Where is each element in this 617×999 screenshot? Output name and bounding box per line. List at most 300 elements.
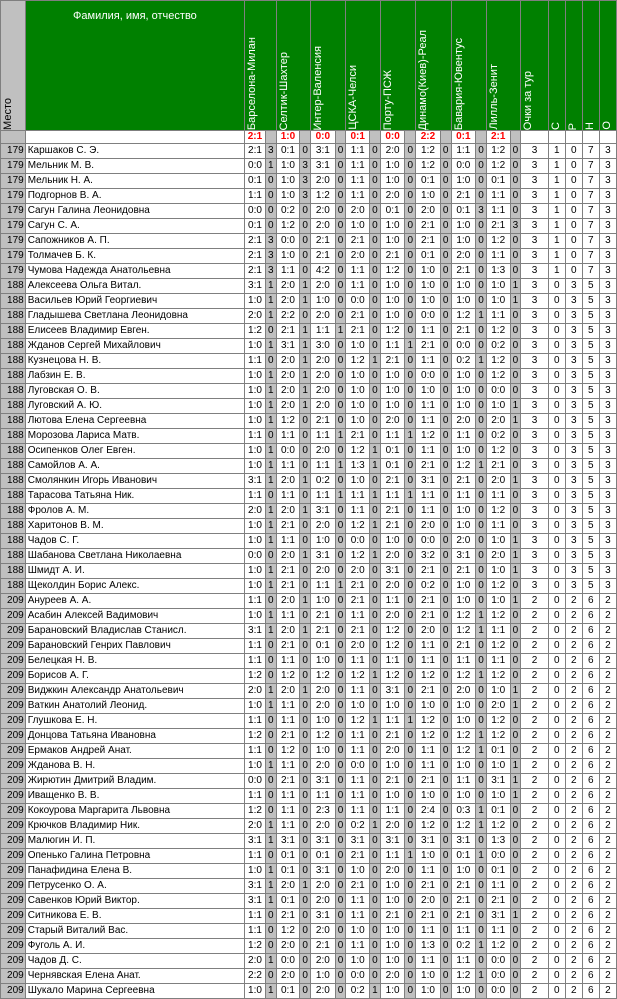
prediction-cell: 2:1 (416, 594, 441, 609)
total-points-cell: 2 (521, 954, 549, 969)
name-cell: Тарасова Татьяна Ник. (25, 489, 244, 504)
stat-o-cell: 2 (599, 864, 616, 879)
prediction-cell: 2:0 (276, 939, 300, 954)
table-row (1, 204, 617, 219)
total-points-cell: 2 (521, 984, 549, 999)
prediction-cell: 2:1 (380, 354, 405, 369)
match-points-cell: 0 (440, 549, 451, 564)
prediction-cell: 1:0 (486, 759, 510, 774)
prediction-cell: 1:0 (311, 744, 336, 759)
prediction-cell: 2:0 (416, 894, 441, 909)
match-points-cell: 0 (370, 279, 381, 294)
match-points-cell: 0 (300, 774, 311, 789)
match-points-cell: 0 (440, 894, 451, 909)
stat-r-cell: 0 (565, 234, 582, 249)
total-points-cell: 2 (521, 924, 549, 939)
stat-r-cell: 3 (565, 519, 582, 534)
stat-o-cell: 3 (599, 339, 616, 354)
place-cell: 209 (1, 699, 26, 714)
match-points-cell: 0 (265, 939, 276, 954)
place-cell: 188 (1, 399, 26, 414)
match-points-cell: 0 (405, 864, 416, 879)
match-points-cell: 0 (440, 849, 451, 864)
place-cell: 209 (1, 594, 26, 609)
match-points-cell: 0 (370, 504, 381, 519)
prediction-cell: 1:1 (346, 744, 370, 759)
prediction-cell: 1:1 (486, 879, 510, 894)
place-cell: 188 (1, 414, 26, 429)
prediction-cell: 2:1 (311, 609, 336, 624)
result-2: 0:0 (311, 131, 336, 144)
header-stat-2: Н (582, 1, 599, 131)
match-points-cell: 0 (476, 324, 487, 339)
match-points-cell: 0 (335, 654, 346, 669)
place-cell: 209 (1, 864, 26, 879)
match-points-cell: 0 (476, 234, 487, 249)
match-points-cell: 0 (405, 594, 416, 609)
match-points-cell: 1 (476, 939, 487, 954)
match-points-cell: 0 (405, 279, 416, 294)
match-points-cell: 0 (370, 849, 381, 864)
prediction-cell: 1:2 (486, 144, 510, 159)
match-points-cell: 1 (510, 684, 521, 699)
prediction-cell: 1:0 (451, 759, 476, 774)
header-match-3: ЦСКА-Челси (346, 1, 380, 131)
prediction-cell: 1:1 (276, 759, 300, 774)
place-cell: 188 (1, 384, 26, 399)
match-points-cell: 0 (300, 699, 311, 714)
match-points-cell: 0 (335, 159, 346, 174)
prediction-cell: 2:0 (311, 219, 336, 234)
stat-n-cell: 6 (582, 774, 599, 789)
match-points-cell: 0 (370, 879, 381, 894)
match-points-cell: 0 (405, 414, 416, 429)
prediction-cell: 1:1 (311, 789, 336, 804)
match-points-cell: 0 (405, 549, 416, 564)
total-points-cell: 2 (521, 759, 549, 774)
match-points-cell: 0 (476, 954, 487, 969)
prediction-cell: 0:2 (451, 354, 476, 369)
place-cell: 209 (1, 819, 26, 834)
stat-n-cell: 7 (582, 144, 599, 159)
prediction-cell: 1:0 (416, 294, 441, 309)
match-points-cell: 0 (440, 924, 451, 939)
prediction-cell: 0:2 (311, 474, 336, 489)
stat-s-cell: 0 (548, 789, 565, 804)
table-row (1, 384, 617, 399)
match-points-cell: 0 (370, 789, 381, 804)
match-points-cell: 0 (510, 234, 521, 249)
stat-s-cell: 0 (548, 564, 565, 579)
name-cell: Каршаков С. Э. (25, 144, 244, 159)
name-cell: Кокоурова Маргарита Львовна (25, 804, 244, 819)
prediction-cell: 2:1 (416, 219, 441, 234)
stat-r-cell: 2 (565, 984, 582, 999)
prediction-cell: 1:1 (276, 804, 300, 819)
match-points-cell: 0 (335, 354, 346, 369)
prediction-cell: 1:3 (486, 834, 510, 849)
stat-n-cell: 6 (582, 909, 599, 924)
stat-r-cell: 2 (565, 834, 582, 849)
prediction-cell: 0:0 (346, 534, 370, 549)
match-points-cell: 0 (335, 339, 346, 354)
prediction-cell: 1:0 (416, 699, 441, 714)
stat-r-cell: 2 (565, 804, 582, 819)
prediction-cell: 3:1 (276, 339, 300, 354)
match-points-cell: 0 (405, 789, 416, 804)
match-points-cell: 0 (405, 309, 416, 324)
prediction-cell: 2:1 (245, 144, 266, 159)
match-points-cell: 1 (476, 744, 487, 759)
prediction-cell: 2:0 (311, 369, 336, 384)
name-cell: Борисов А. Г. (25, 669, 244, 684)
prediction-cell: 3:1 (346, 834, 370, 849)
total-points-cell: 3 (521, 309, 549, 324)
total-points-cell: 2 (521, 834, 549, 849)
prediction-cell: 1:2 (451, 669, 476, 684)
prediction-cell: 1:0 (486, 594, 510, 609)
stat-o-cell: 3 (599, 489, 616, 504)
table-row (1, 459, 617, 474)
prediction-cell: 1:0 (451, 519, 476, 534)
place-cell: 188 (1, 549, 26, 564)
prediction-cell: 2:1 (416, 339, 441, 354)
prediction-cell: 1:0 (245, 984, 266, 999)
prediction-cell: 0:2 (346, 984, 370, 999)
match-points-cell: 0 (510, 384, 521, 399)
prediction-cell: 3:1 (416, 834, 441, 849)
prediction-cell: 3:1 (311, 144, 336, 159)
match-points-cell: 0 (370, 324, 381, 339)
prediction-cell: 1:0 (416, 264, 441, 279)
match-points-cell: 1 (335, 324, 346, 339)
match-points-cell: 0 (440, 879, 451, 894)
result-3: 0:1 (346, 131, 370, 144)
stat-s-cell: 0 (548, 549, 565, 564)
match-points-cell: 0 (440, 984, 451, 999)
name-cell: Ануреев А. А. (25, 594, 244, 609)
prediction-cell: 0:1 (276, 894, 300, 909)
prediction-cell: 2:1 (451, 639, 476, 654)
stat-s-cell: 0 (548, 594, 565, 609)
prediction-cell: 2:1 (486, 219, 510, 234)
total-points-cell: 2 (521, 669, 549, 684)
match-points-cell: 0 (440, 189, 451, 204)
prediction-cell: 1:0 (346, 954, 370, 969)
name-cell: Харитонов В. М. (25, 519, 244, 534)
total-points-cell: 3 (521, 534, 549, 549)
match-points-cell: 0 (335, 174, 346, 189)
prediction-cell: 1:0 (245, 444, 266, 459)
prediction-cell: 0:0 (451, 339, 476, 354)
prediction-cell: 0:1 (245, 219, 266, 234)
prediction-cell: 2:0 (245, 819, 266, 834)
match-points-cell: 1 (335, 579, 346, 594)
match-points-cell: 1 (265, 414, 276, 429)
prediction-cell: 2:0 (416, 519, 441, 534)
match-points-cell: 0 (335, 819, 346, 834)
total-points-cell: 3 (521, 219, 549, 234)
match-points-cell: 1 (510, 564, 521, 579)
prediction-cell: 1:1 (416, 414, 441, 429)
prediction-cell: 2:0 (311, 519, 336, 534)
prediction-cell: 2:1 (451, 879, 476, 894)
prediction-cell: 0:1 (380, 459, 405, 474)
match-points-cell: 0 (440, 744, 451, 759)
header-name: Фамилия, имя, отчество (25, 1, 244, 131)
match-points-cell: 0 (440, 624, 451, 639)
match-points-cell: 1 (300, 624, 311, 639)
prediction-cell: 1:1 (276, 489, 300, 504)
prediction-cell: 0:1 (245, 174, 266, 189)
match-points-cell: 0 (335, 189, 346, 204)
prediction-cell: 1:1 (346, 489, 370, 504)
prediction-cell: 1:1 (276, 699, 300, 714)
prediction-cell: 2:1 (486, 459, 510, 474)
prediction-cell: 1:2 (276, 414, 300, 429)
table-row (1, 369, 617, 384)
match-points-cell: 0 (335, 744, 346, 759)
match-points-cell: 1 (510, 549, 521, 564)
match-points-cell: 0 (370, 204, 381, 219)
stat-n-cell: 6 (582, 924, 599, 939)
total-points-cell: 2 (521, 879, 549, 894)
prediction-cell: 0:2 (451, 939, 476, 954)
prediction-cell: 1:0 (380, 789, 405, 804)
prediction-cell: 1:1 (245, 429, 266, 444)
prediction-cell: 1:2 (486, 669, 510, 684)
prediction-cell: 0:1 (276, 849, 300, 864)
prediction-cell: 1:1 (346, 654, 370, 669)
match-points-cell: 0 (440, 609, 451, 624)
stat-r-cell: 0 (565, 264, 582, 279)
match-points-cell: 0 (440, 159, 451, 174)
prediction-cell: 2:0 (311, 279, 336, 294)
prediction-cell: 1:1 (346, 939, 370, 954)
stat-s-cell: 0 (548, 429, 565, 444)
name-cell: Петрусенко О. А. (25, 879, 244, 894)
match-points-cell: 0 (476, 444, 487, 459)
match-points-cell: 0 (440, 444, 451, 459)
place-cell: 188 (1, 294, 26, 309)
prediction-cell: 1:0 (416, 279, 441, 294)
name-cell: Чадов Д. С. (25, 954, 244, 969)
prediction-cell: 1:2 (276, 219, 300, 234)
header-total: Очки за тур (521, 1, 549, 131)
match-points-cell: 1 (510, 789, 521, 804)
prediction-cell: 0:0 (451, 159, 476, 174)
stat-s-cell: 1 (548, 204, 565, 219)
header-match-0: Барселона-Милан (245, 1, 277, 131)
prediction-cell: 1:2 (486, 579, 510, 594)
match-points-cell: 1 (370, 984, 381, 999)
name-cell: Виджкин Александр Анатольевич (25, 684, 244, 699)
match-points-cell: 0 (476, 174, 487, 189)
match-points-cell: 0 (335, 729, 346, 744)
match-points-cell: 0 (335, 699, 346, 714)
place-cell: 179 (1, 249, 26, 264)
prediction-cell: 1:1 (451, 654, 476, 669)
prediction-cell: 2:0 (311, 759, 336, 774)
total-points-cell: 3 (521, 579, 549, 594)
prediction-cell: 1:0 (245, 414, 266, 429)
prediction-cell: 3:1 (311, 909, 336, 924)
stat-r-cell: 3 (565, 339, 582, 354)
header-row (1, 1, 617, 131)
name-cell: Щеколдин Борис Алекс. (25, 579, 244, 594)
prediction-cell: 1:1 (380, 429, 405, 444)
prediction-cell: 1:2 (245, 669, 266, 684)
table-row (1, 609, 617, 624)
stat-s-cell: 0 (548, 864, 565, 879)
prediction-cell: 1:0 (380, 699, 405, 714)
prediction-cell: 1:0 (245, 699, 266, 714)
stat-r-cell: 0 (565, 144, 582, 159)
prediction-cell: 1:0 (416, 189, 441, 204)
place-cell: 179 (1, 189, 26, 204)
stat-s-cell: 0 (548, 819, 565, 834)
match-points-cell: 0 (405, 909, 416, 924)
table-row (1, 339, 617, 354)
place-cell: 209 (1, 774, 26, 789)
prediction-cell: 1:1 (245, 354, 266, 369)
name-cell: Донцова Татьяна Ивановна (25, 729, 244, 744)
stat-o-cell: 2 (599, 954, 616, 969)
prediction-cell: 1:2 (416, 159, 441, 174)
stat-s-cell: 0 (548, 444, 565, 459)
prediction-cell: 1:1 (346, 684, 370, 699)
stat-n-cell: 6 (582, 669, 599, 684)
stat-o-cell: 3 (599, 459, 616, 474)
name-cell: Шабанова Светлана Николаевна (25, 549, 244, 564)
match-points-cell: 0 (405, 879, 416, 894)
stat-s-cell: 1 (548, 159, 565, 174)
place-cell: 188 (1, 444, 26, 459)
prediction-cell: 1:1 (380, 489, 405, 504)
total-points-cell: 3 (521, 399, 549, 414)
stat-r-cell: 2 (565, 774, 582, 789)
match-points-cell: 3 (300, 189, 311, 204)
stat-n-cell: 7 (582, 249, 599, 264)
match-points-cell: 0 (405, 774, 416, 789)
match-points-cell: 0 (476, 579, 487, 594)
prediction-cell: 1:1 (380, 594, 405, 609)
stat-s-cell: 0 (548, 984, 565, 999)
stat-s-cell: 0 (548, 834, 565, 849)
match-points-cell: 1 (300, 504, 311, 519)
header-place: Место (1, 1, 26, 131)
match-points-cell: 0 (300, 444, 311, 459)
match-points-cell: 0 (265, 969, 276, 984)
total-points-cell: 2 (521, 774, 549, 789)
stat-s-cell: 0 (548, 924, 565, 939)
prediction-cell: 1:0 (380, 984, 405, 999)
prediction-cell: 2:4 (416, 804, 441, 819)
prediction-cell: 0:0 (416, 534, 441, 549)
match-points-cell: 0 (476, 219, 487, 234)
stat-r-cell: 3 (565, 429, 582, 444)
prediction-cell: 2:1 (276, 519, 300, 534)
place-cell: 209 (1, 789, 26, 804)
name-cell: Сапожников А. П. (25, 234, 244, 249)
match-points-cell: 0 (370, 609, 381, 624)
match-points-cell: 1 (335, 429, 346, 444)
stat-o-cell: 3 (599, 429, 616, 444)
stat-o-cell: 2 (599, 894, 616, 909)
match-points-cell: 0 (476, 714, 487, 729)
prediction-cell: 2:1 (451, 894, 476, 909)
table-row (1, 429, 617, 444)
stat-s-cell: 0 (548, 699, 565, 714)
prediction-cell: 1:2 (451, 459, 476, 474)
prediction-cell: 0:2 (486, 339, 510, 354)
match-points-cell: 0 (300, 804, 311, 819)
prediction-cell: 2:0 (380, 189, 405, 204)
match-points-cell: 0 (370, 474, 381, 489)
stat-s-cell: 0 (548, 279, 565, 294)
match-points-cell: 1 (265, 474, 276, 489)
match-points-cell: 0 (370, 924, 381, 939)
match-points-cell: 0 (440, 219, 451, 234)
match-points-cell: 0 (335, 309, 346, 324)
prediction-cell: 0:1 (486, 174, 510, 189)
match-points-cell: 0 (405, 669, 416, 684)
prediction-cell: 1:0 (451, 234, 476, 249)
match-points-cell: 0 (510, 489, 521, 504)
match-points-cell: 0 (335, 759, 346, 774)
match-points-cell: 1 (510, 279, 521, 294)
total-points-cell: 3 (521, 249, 549, 264)
prediction-cell: 3:2 (416, 549, 441, 564)
total-points-cell: 3 (521, 204, 549, 219)
match-points-cell: 0 (370, 954, 381, 969)
match-points-cell: 1 (510, 699, 521, 714)
name-cell: Сагун Галина Леонидовна (25, 204, 244, 219)
prediction-cell: 2:0 (276, 969, 300, 984)
total-points-cell: 2 (521, 939, 549, 954)
prediction-cell: 1:0 (380, 879, 405, 894)
match-points-cell: 0 (265, 774, 276, 789)
match-points-cell: 0 (510, 834, 521, 849)
match-points-cell: 0 (335, 879, 346, 894)
match-points-cell: 1 (510, 474, 521, 489)
prediction-cell: 2:0 (245, 309, 266, 324)
table-row (1, 159, 617, 174)
stat-n-cell: 5 (582, 564, 599, 579)
prediction-cell: 1:1 (451, 774, 476, 789)
match-points-cell: 0 (510, 849, 521, 864)
prediction-cell: 3:1 (380, 834, 405, 849)
stat-n-cell: 7 (582, 204, 599, 219)
prediction-cell: 2:0 (276, 474, 300, 489)
prediction-cell: 2:1 (416, 774, 441, 789)
prediction-cell: 1:0 (346, 384, 370, 399)
table-row (1, 489, 617, 504)
table-row (1, 744, 617, 759)
prediction-cell: 1:1 (380, 849, 405, 864)
prediction-cell: 0:1 (486, 864, 510, 879)
prediction-cell: 1:0 (245, 864, 266, 879)
prediction-cell: 1:2 (245, 324, 266, 339)
prediction-cell: 3:1 (380, 684, 405, 699)
match-points-cell: 3 (300, 174, 311, 189)
match-points-cell: 0 (476, 654, 487, 669)
prediction-cell: 1:1 (486, 624, 510, 639)
match-points-cell: 1 (265, 879, 276, 894)
match-points-cell: 1 (476, 354, 487, 369)
match-points-cell: 1 (300, 399, 311, 414)
stat-s-cell: 0 (548, 894, 565, 909)
